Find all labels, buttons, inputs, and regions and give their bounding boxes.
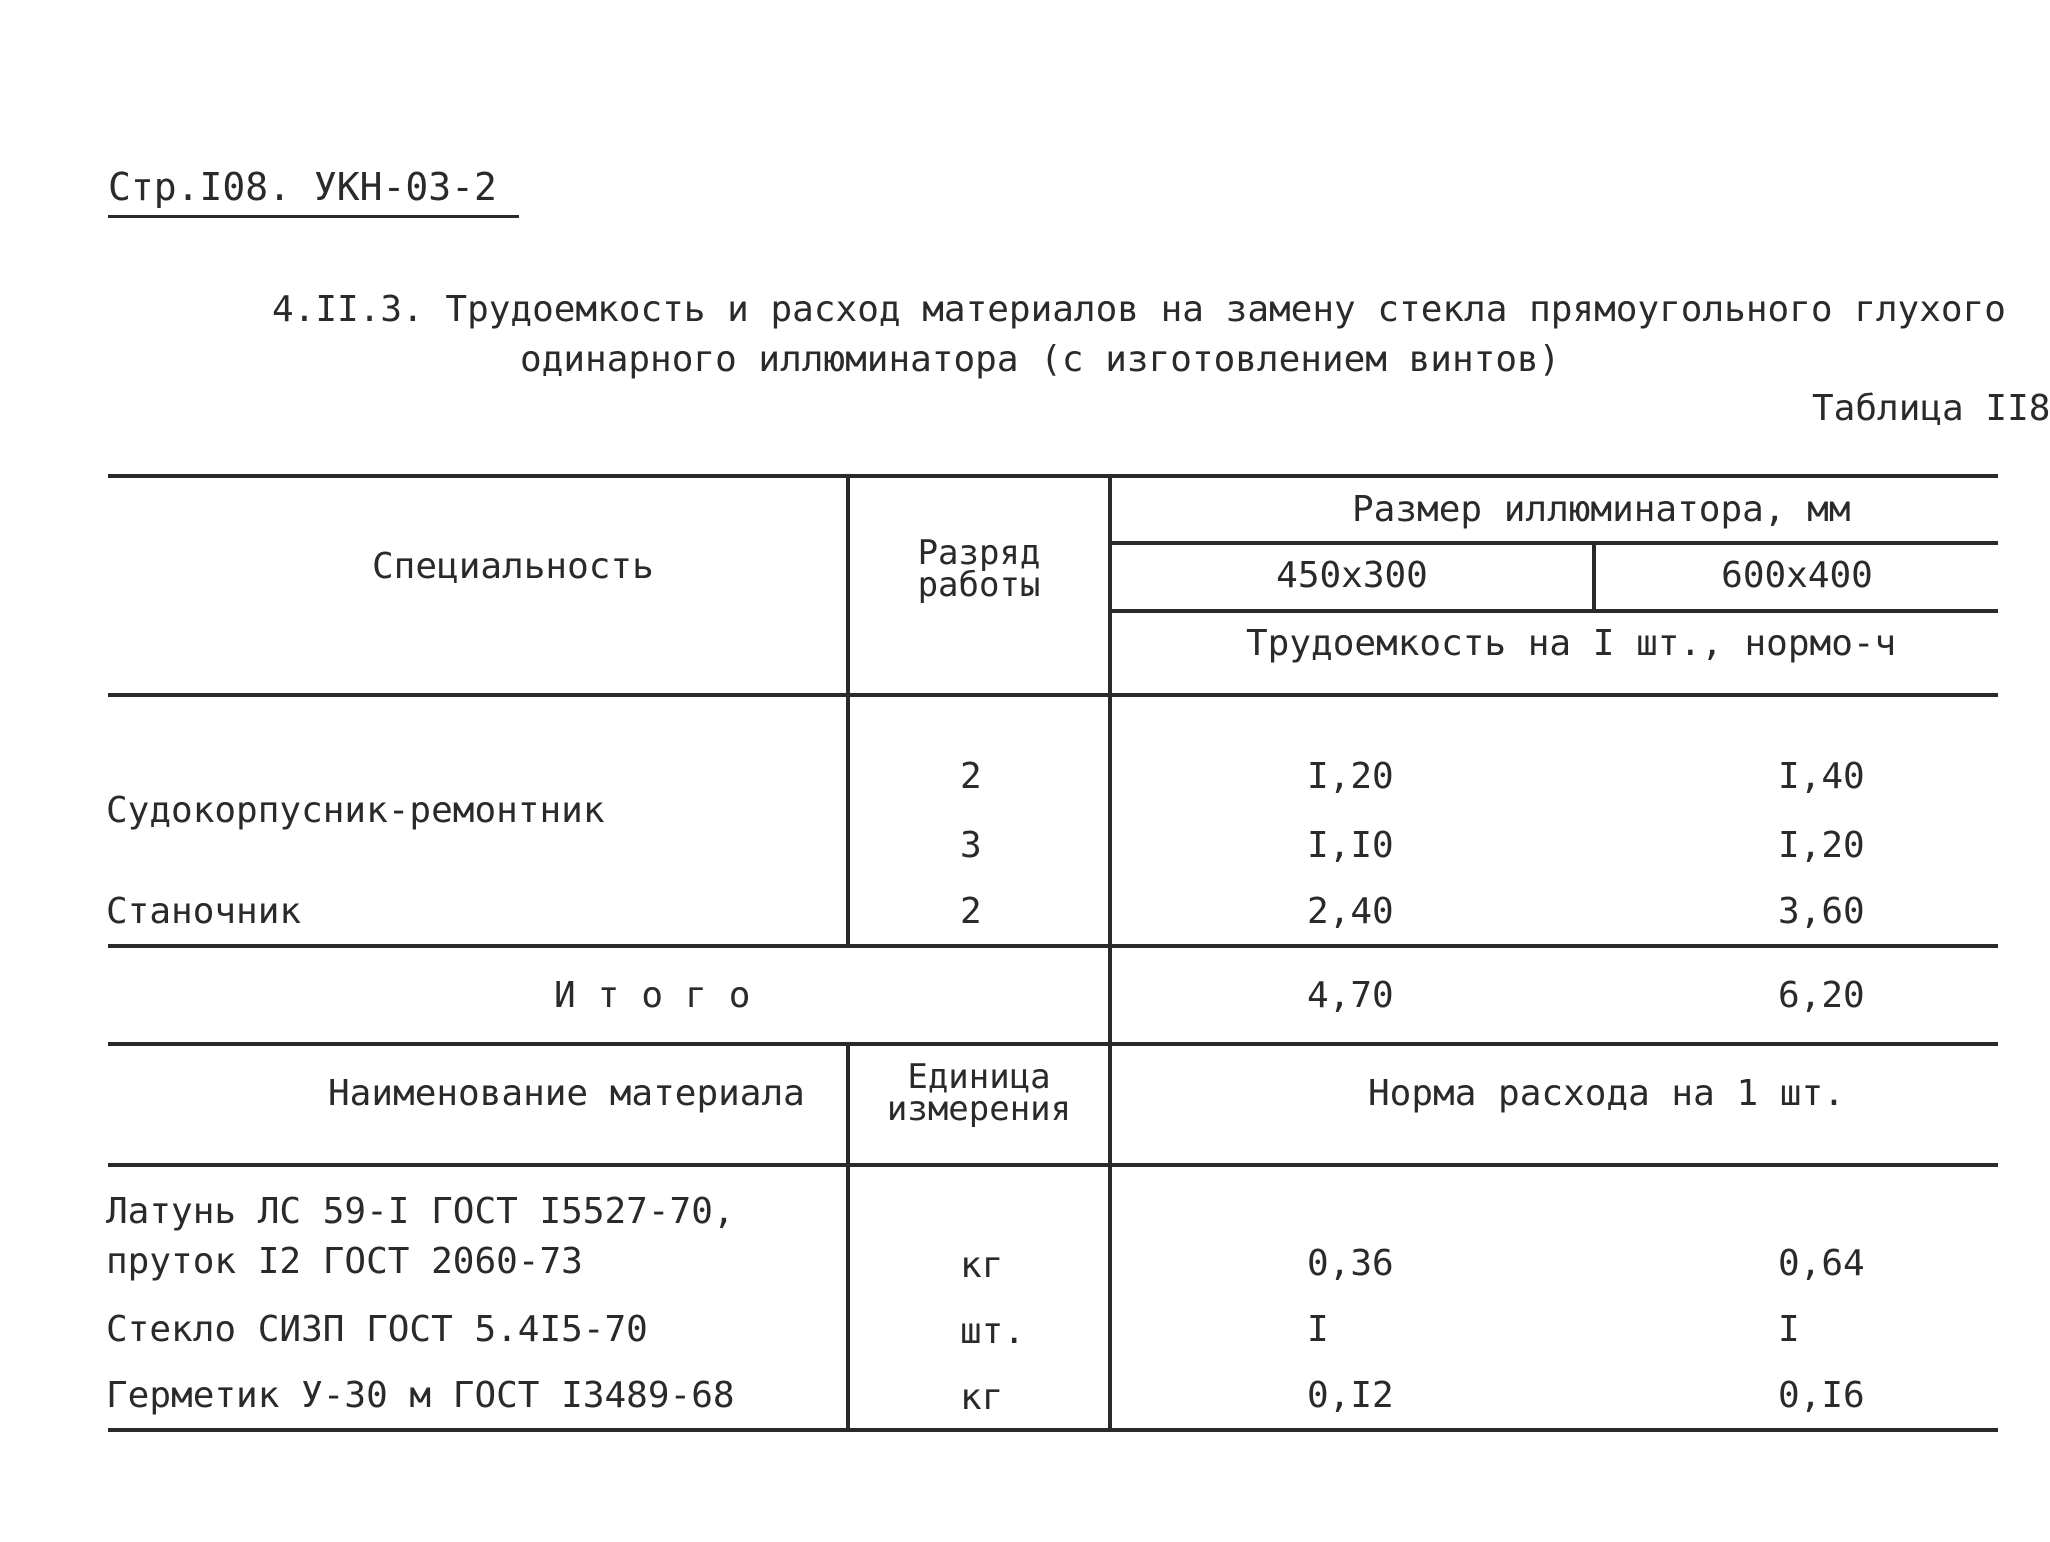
table-bottom-border (108, 1428, 1998, 1432)
material-name-line1: Герметик У-30 м ГОСТ I3489-68 (106, 1375, 735, 1416)
table-caption-line1: 4.II.3. Трудоемкость и расход материалов на замену стекла прямоугольного глухого (272, 289, 2006, 330)
row-value-450x300: 2,40 (1307, 891, 1394, 932)
material-norm-450x300: I (1307, 1309, 1329, 1350)
material-norm-600x400: 0,64 (1778, 1243, 1865, 1284)
size-row-divider (1112, 609, 1998, 613)
material-unit: шт. (960, 1311, 1026, 1352)
row-value-600x400: I,20 (1778, 825, 1865, 866)
header-size-group: Размер иллюминатора, мм (1352, 489, 1851, 530)
material-norm-600x400: 0,I6 (1778, 1375, 1865, 1416)
total-bottom-border (108, 1042, 1998, 1046)
row-value-600x400: 3,60 (1778, 891, 1865, 932)
table-top-border (108, 474, 1998, 478)
page-reference: Стр.I08. УКН-03-2 (108, 165, 519, 218)
header-grade-line1: Разряд (917, 533, 1041, 573)
header-unit-line2: измерения (886, 1089, 1072, 1129)
row-value-450x300: I,I0 (1307, 825, 1394, 866)
table-caption-line2: одинарного иллюминатора (с изготовлением винтов) (520, 339, 1561, 380)
material-name-line1: Латунь ЛС 59-I ГОСТ I5527-70, (106, 1191, 735, 1232)
total-value-450x300: 4,70 (1307, 975, 1394, 1016)
material-unit: кг (960, 1245, 1004, 1286)
material-name-line1: Стекло СИЗП ГОСТ 5.4I5-70 (106, 1309, 648, 1350)
row-specialty: Судокорпусник-ремонтник (106, 790, 605, 831)
row-grade: 2 (960, 891, 982, 932)
header-specialty: Специальность (372, 546, 654, 587)
header-material-name: Наименование материала (328, 1073, 805, 1114)
header-consumption-norm: Норма расхода на 1 шт. (1368, 1073, 1845, 1114)
body-bottom-border (108, 944, 1998, 948)
header-labor-unit: Трудоемкость на I шт., нормо-ч (1246, 623, 1897, 664)
header-unit-line1: Единица (907, 1057, 1051, 1097)
row-specialty: Станочник (106, 891, 302, 932)
material-norm-450x300: 0,I2 (1307, 1375, 1394, 1416)
header-size-450x300: 450х300 (1276, 555, 1428, 596)
total-label: Итого (554, 975, 773, 1016)
material-name-line2: пруток I2 ГОСТ 2060-73 (106, 1241, 583, 1282)
size-group-divider (1112, 541, 1998, 545)
material-unit: кг (960, 1377, 1004, 1418)
row-value-450x300: I,20 (1307, 756, 1394, 797)
header-bottom-border (108, 693, 1998, 697)
row-value-600x400: I,40 (1778, 756, 1865, 797)
row-grade: 3 (960, 825, 982, 866)
materials-header-bottom-border (108, 1163, 1998, 1167)
material-norm-600x400: I (1778, 1309, 1800, 1350)
header-grade-line2: работы (917, 565, 1041, 605)
total-value-600x400: 6,20 (1778, 975, 1865, 1016)
values-column-left-border (1108, 478, 1112, 1432)
material-norm-450x300: 0,36 (1307, 1243, 1394, 1284)
row-grade: 2 (960, 756, 982, 797)
table-number-label: Таблица II8 (1812, 388, 2050, 429)
header-size-600x400: 600х400 (1721, 555, 1873, 596)
